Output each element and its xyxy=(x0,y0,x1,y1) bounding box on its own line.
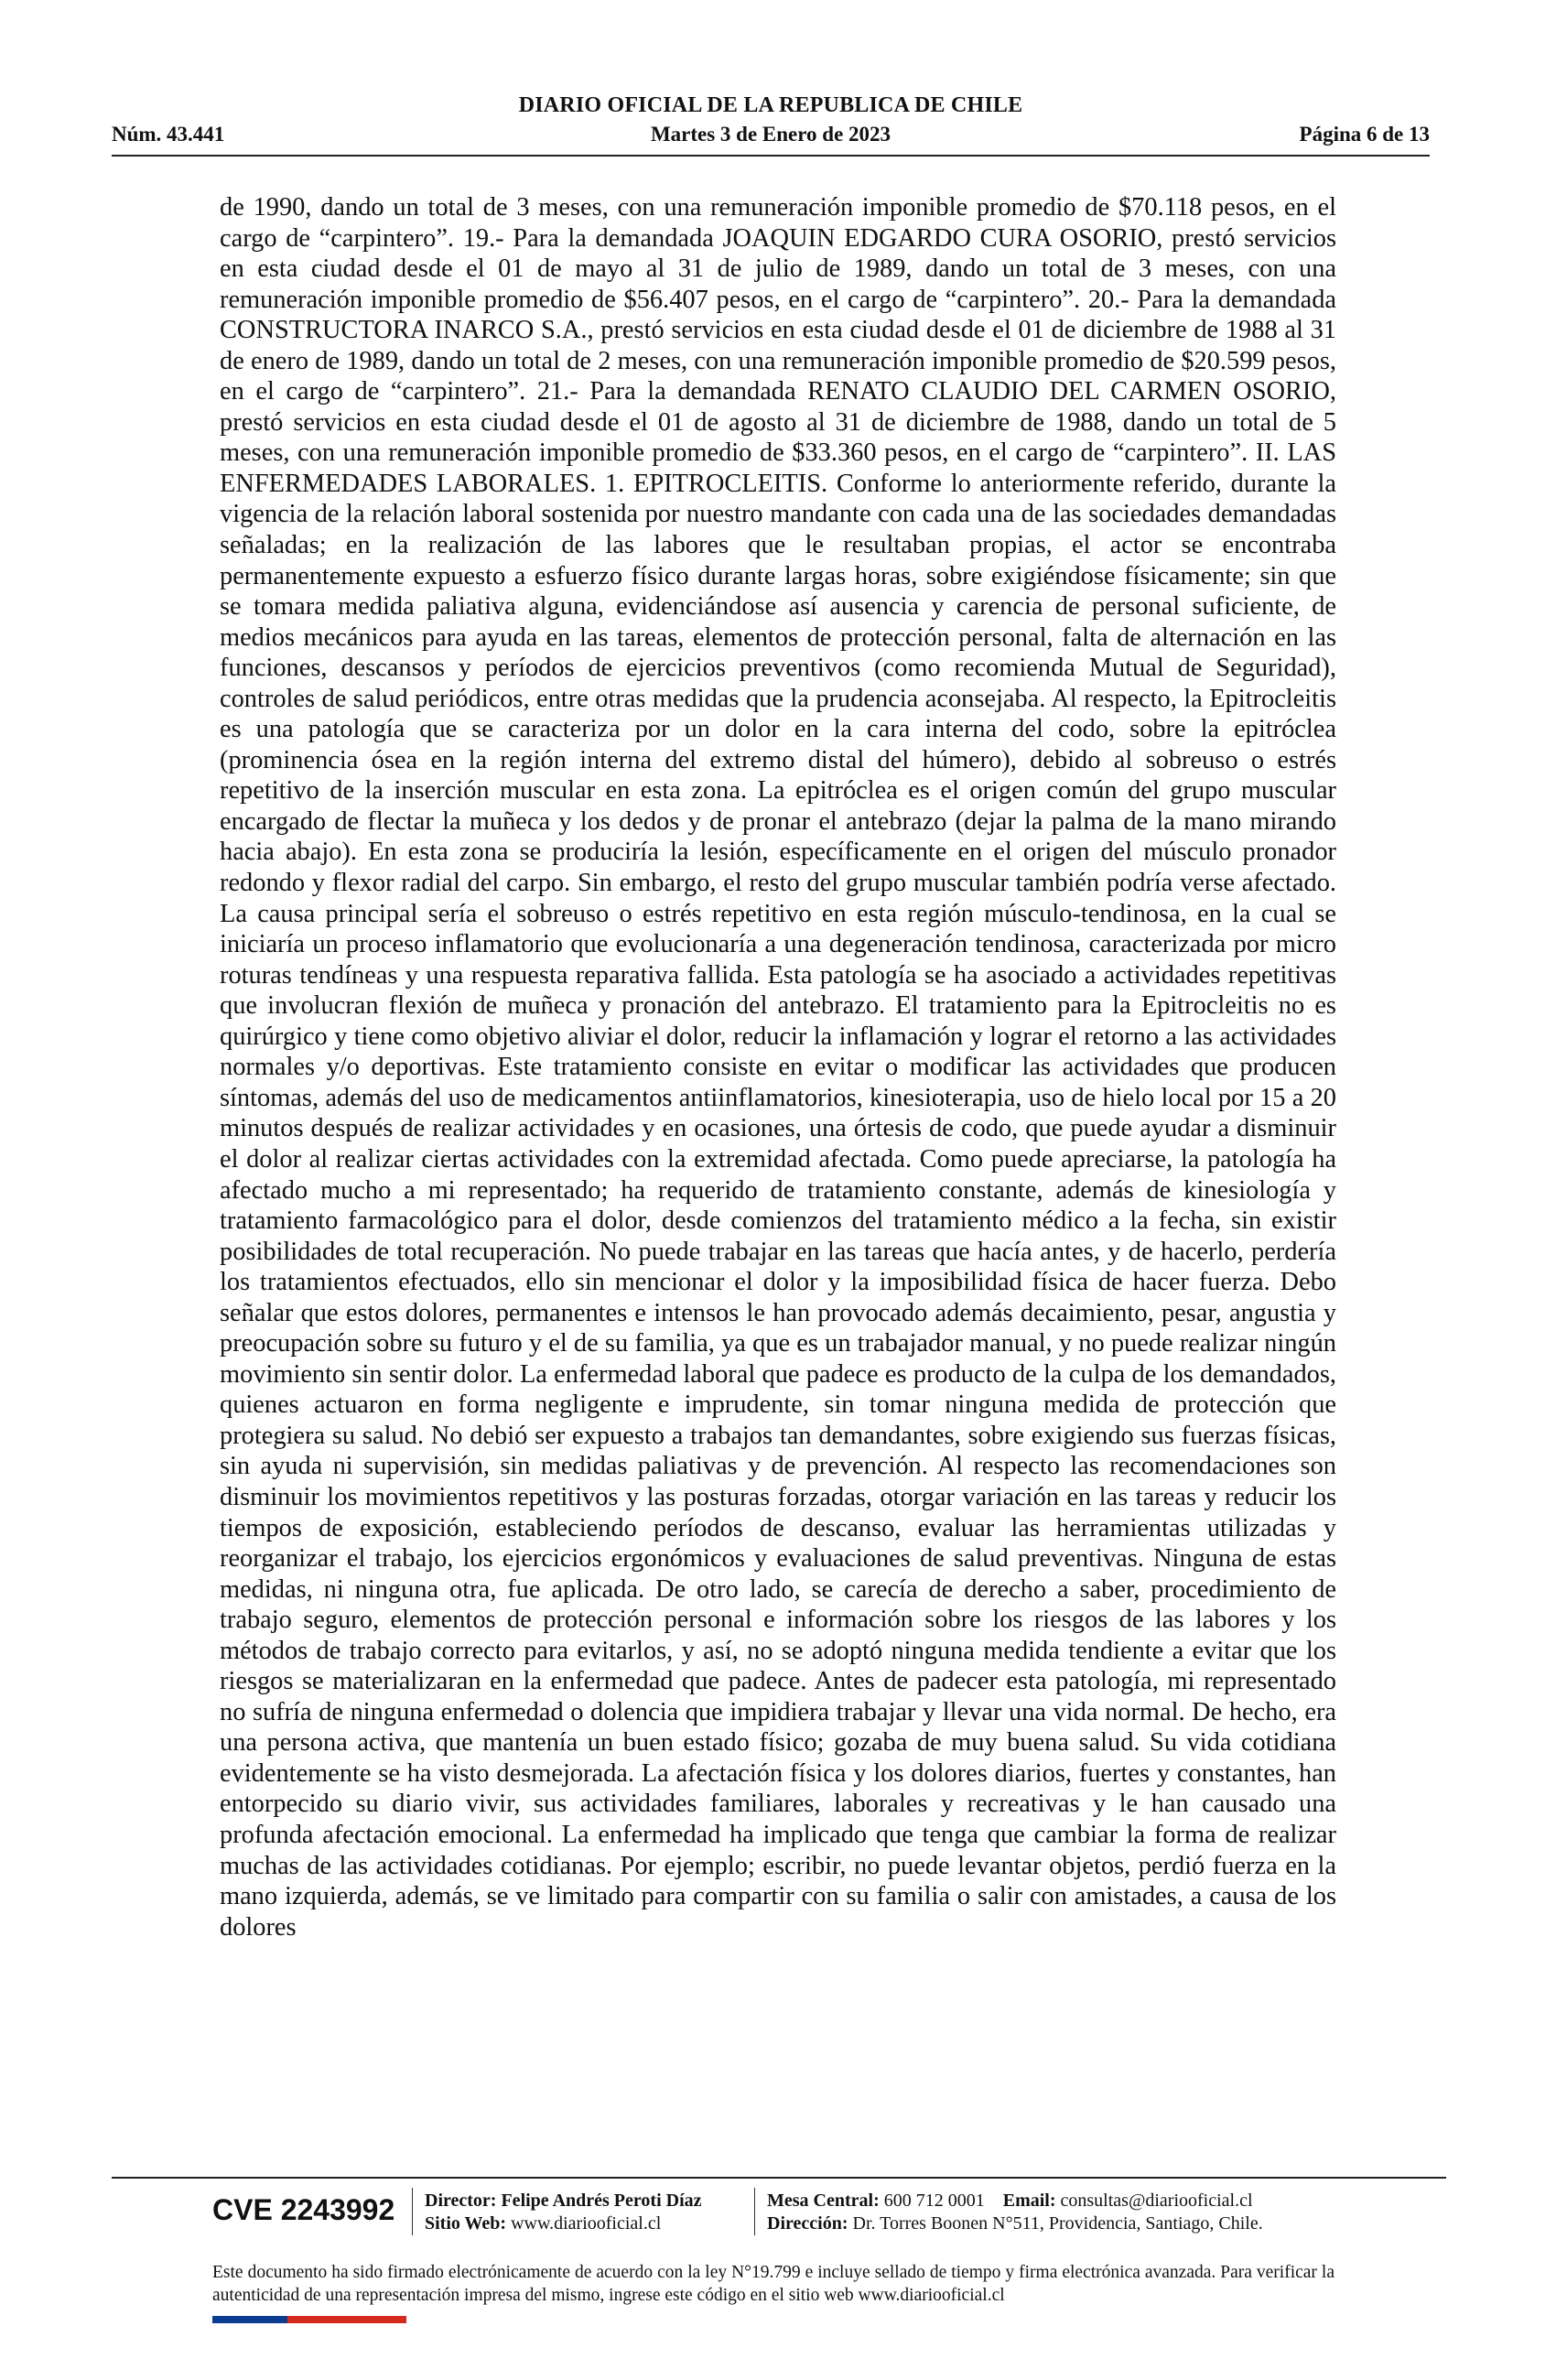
cve-code: CVE 2243992 xyxy=(212,2192,395,2226)
footer-director-column xyxy=(425,2190,702,2235)
header-divider xyxy=(112,155,1430,157)
address-value: Dr. Torres Boonen N°511, Providencia, Santiago, Chile. xyxy=(852,2213,1263,2234)
page-header xyxy=(112,92,1430,152)
email-label: Email: xyxy=(1002,2191,1056,2211)
flag-bar-blue xyxy=(212,2316,287,2323)
director-label: Director: xyxy=(425,2191,497,2211)
publication-title: DIARIO OFICIAL DE LA REPUBLICA DE CHILE xyxy=(518,93,1023,117)
web-label: Sitio Web: xyxy=(425,2213,507,2234)
issue-date: Martes 3 de Enero de 2023 xyxy=(650,123,891,146)
body-paragraph: de 1990, dando un total de 3 meses, con una remuneración imponible promedio de $70.118 pesos, en el cargo de “carpintero”. 19.- Para la demandada JOAQUIN EDGARDO CURA OSORIO, prestó servicios en esta ciudad desde el 01 de mayo al 31 de julio de 1989, dando un total de 3 meses, con una remuneración imponible promedio de $56.407 pesos, en el cargo de “carpintero”. 20.- Para la demandada CONSTRUCTORA INARCO S.A., prestó servicios en esta ciudad desde el 01 de diciembre de 1988 al 31 de enero de 1989, dando un total de 2 meses, con una remuneración imponible promedio de $20.599 pesos, en el cargo de “carpintero”. 21.- Para la demandada RENATO CLAUDIO DEL CARMEN OSORIO, prestó servicios en esta ciudad desde el 01 de agosto al 31 de diciembre de 1988, dando un total de 5 meses, con una remuneración imponible promedio de $33.360 pesos, en el cargo de “carpintero”. II. LAS ENFERMEDADES LABORALES. 1. EPITROCLEITIS. Conforme lo anteriormente referido, durante la vigencia de la relación laboral sostenida por nuestro mandante con cada una de las sociedades demandadas señaladas; en la realización de las labores que le resultaban propias, el actor se encontraba permanentemente expuesto a esfuerzo físico durante largas horas, sobre exigiéndose físicamente; sin que se tomara medida paliativa alguna, evidenciándose así ausencia y carencia de personal suficiente, de medios mecánicos para ayuda en las tareas, elementos de protección personal, falta de alternación en las funciones, descansos y períodos de ejercicios preventivos (como recomienda Mutual de Seguridad), controles de salud periódicos, entre otras medidas que la prudencia aconsejaba. Al respecto, la Epitrocleitis es una patología que se caracteriza por un dolor en la cara interna del codo, sobre la epitróclea (prominencia ósea en la región interna del extremo distal del húmero), debido al sobreuso o estrés repetitivo de la inserción muscular en esta zona. La epitróclea es el origen común del grupo muscular encargado de flectar la muñeca y los dedos y de pronar el antebrazo (dejar la palma de la mano mirando hacia abajo). En esta zona se produciría la lesión, específicamente en el origen del músculo pronador redondo y flexor radial del carpo. Sin embargo, el resto del grupo muscular también podría verse afectado. La causa principal sería el sobreuso o estrés repetitivo en esta región músculo-tendinosa, en la cual se iniciaría un proceso inflamatorio que evolucionaría a una degeneración tendinosa, caracterizada por micro roturas tendíneas y una respuesta reparativa fallida. Esta patología se ha asociado a actividades repetitivas que involucran flexión de muñeca y pronación del antebrazo. El tratamiento para la Epitrocleitis no es quirúrgico y tiene como objetivo aliviar el dolor, reducir la inflamación y lograr el retorno a las actividades normales y/o deportivas. Este tratamiento consiste en evitar o modificar las actividades que producen síntomas, además del uso de medicamentos antiinflamatorios, kinesioterapia, uso de hielo local por 15 a 20 minutos después de realizar actividades y en ocasiones, una órtesis de codo, que puede ayudar a disminuir el dolor al realizar ciertas actividades con la extremidad afectada. Como puede apreciarse, la patología ha afectado mucho a mi representado; ha requerido de tratamiento constante, además de kinesiología y tratamiento farmacológico para el dolor, desde comienzos del tratamiento médico a la fecha, sin existir posibilidades de total recuperación. No puede trabajar en las tareas que hacía antes, y de hacerlo, perdería los tratamientos efectuados, ello sin mencionar el dolor y la imposibilidad física de hacer fuerza. Debo señalar que estos dolores, permanentes e intensos le han provocado además decaimiento, pesar, angustia y preocupación sobre su futuro y el de su familia, ya que es un trabajador manual, y no puede realizar ningún movimiento sin sentir dolor. La enfermedad laboral que padece es producto de la culpa de los demandados, quienes actuaron en forma negligente e imprudente, sin tomar ninguna medida de protección que protegiera su salud. No debió ser expuesto a trabajos tan demandantes, sobre exigiendo sus fuerzas físicas, sin ayuda ni supervisión, sin medidas paliativas y de prevención. Al respecto las recomendaciones son disminuir los movimientos repetitivos y las posturas forzadas, otorgar variación en las tareas y reducir los tiempos de exposición, estableciendo períodos de descanso, evaluar las herramientas utilizadas y reorganizar el trabajo, los ejercicios ergonómicos y evaluaciones de salud preventivas. Ninguna de estas medidas, ni ninguna otra, fue aplicada. De otro lado, se carecía de derecho a saber, procedimiento de trabajo seguro, elementos de protección personal e información sobre los riesgos de las labores y los métodos de trabajo correcto para evitarlos, y así, no se adoptó ninguna medida tendiente a evitar que los riesgos se materializaran en la enfermedad que padece. Antes de padecer esta patología, mi representado no sufría de ninguna enfermedad o dolencia que impidiera trabajar y llevar una vida normal. De hecho, era una persona activa, que mantenía un buen estado físico; gozaba de muy buena salud. Su vida cotidiana evidentemente se ha visto desmejorada. La afectación física y los dolores diarios, fuertes y constantes, han entorpecido su diario vivir, sus actividades familiares, laborales y recreativas y le han causado una profunda afectación emocional. La enfermedad ha implicado que tenga que cambiar la forma de realizar muchas de las actividades cotidianas. Por ejemplo; escribir, no puede levantar objetos, perdió fuerza en la mano izquierda, además, se ve limitado para compartir con su familia o salir con amistades, a causa de los dolores xyxy=(220,193,1336,1942)
web-link[interactable]: www.diariooficial.cl xyxy=(511,2213,662,2234)
footer xyxy=(212,2182,1347,2243)
issue-number: Núm. 43.441 xyxy=(112,123,225,146)
email-link[interactable]: consultas@diariooficial.cl xyxy=(1060,2191,1253,2211)
page-number: Página 6 de 13 xyxy=(1299,123,1430,146)
director-name: Felipe Andrés Peroti Díaz xyxy=(501,2191,702,2211)
footer-separator xyxy=(412,2188,413,2235)
footer-separator xyxy=(754,2188,755,2235)
footer-contact-column xyxy=(767,2190,1263,2235)
mesa-phone: 600 712 0001 xyxy=(883,2191,985,2211)
footer-divider xyxy=(112,2177,1446,2179)
address-label: Dirección: xyxy=(767,2213,848,2234)
mesa-label: Mesa Central: xyxy=(767,2191,880,2211)
flag-bar xyxy=(212,2316,406,2323)
flag-bar-red xyxy=(287,2316,406,2323)
signature-note: Este documento ha sido firmado electrónicamente de acuerdo con la ley N°19.799 e incluye sellado de tiempo y firma electrónica avanzada. Para verificar la autenticidad de una representación impresa del mismo, ingrese este código en el sitio web www.diariooficial.cl xyxy=(212,2263,1334,2305)
